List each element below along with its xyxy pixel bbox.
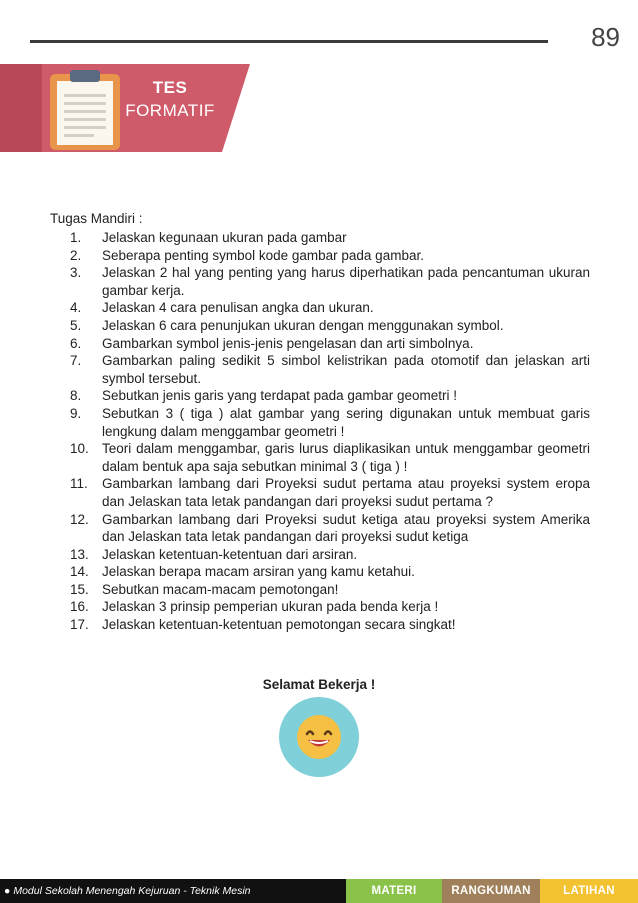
item-number: 3.	[70, 265, 82, 281]
list-item	[70, 352, 590, 387]
item-number: 11.	[70, 476, 88, 492]
banner-subtitle: FORMATIF	[125, 101, 215, 120]
list-item	[70, 598, 590, 616]
item-number: 10.	[70, 441, 89, 457]
item-text: Jelaskan kegunaan ukuran pada gambar	[102, 230, 347, 245]
item-text: Jelaskan ketentuan-ketentuan pemotongan secara singkat!	[102, 617, 456, 633]
item-number: 4.	[70, 300, 82, 316]
item-number: 1.	[70, 230, 82, 245]
list-item	[70, 511, 590, 546]
list-item	[70, 247, 590, 265]
list-item	[70, 475, 590, 510]
item-text: Jelaskan 4 cara penulisan angka dan ukuran.	[102, 300, 374, 316]
list-item	[70, 440, 590, 475]
item-number: 6.	[70, 335, 82, 351]
item-text: Jelaskan 3 prinsip pemperian ukuran pada benda kerja !	[102, 599, 439, 615]
smiley-face-icon	[279, 697, 359, 777]
module-label	[0, 879, 346, 903]
list-item	[70, 264, 590, 299]
item-text: Jelaskan 6 cara penunjukan ukuran dengan menggunakan symbol.	[102, 317, 504, 333]
item-text: Sebutkan 3 ( tiga ) alat gambar yang sering digunakan untuk membuat garis lengkung dalam menggambar geometri !	[102, 405, 590, 439]
page-number: 89	[591, 22, 620, 52]
item-number: 5.	[70, 317, 82, 333]
item-number: 15.	[70, 581, 89, 597]
item-number: 8.	[70, 388, 82, 404]
footer	[0, 879, 638, 903]
list-item	[70, 387, 590, 405]
list-item	[70, 299, 590, 317]
list-item	[70, 335, 590, 353]
closing-text: Selamat Bekerja !	[262, 677, 376, 692]
list-item	[70, 405, 590, 440]
module-text: Modul Sekolah Menengah Kejuruan - Teknik Mesin	[13, 885, 251, 897]
item-text: Gambarkan lambang dari Proyeksi sudut pertama atau proyeksi system eropa dan Jelaskan tata letak pandangan dari proyeksi sudut pertama ?	[102, 476, 590, 509]
item-number: 14.	[70, 564, 89, 580]
item-text: Sebutkan jenis garis yang terdapat pada gambar geometri !	[102, 388, 457, 404]
task-list	[70, 229, 590, 634]
tab-rangkuman[interactable]: RANGKUMAN	[442, 879, 540, 903]
item-number: 17.	[70, 617, 89, 633]
item-text: Gambarkan lambang dari Proyeksi sudut ketiga atau proyeksi system Amerika dan Jelaskan tata letak pandangan dari proyeksi sudut ketiga	[102, 511, 590, 545]
item-number: 16.	[70, 599, 89, 615]
tab-materi[interactable]: MATERI	[346, 879, 442, 903]
list-item	[70, 317, 590, 335]
item-text: Teori dalam menggambar, garis lurus diaplikasikan untuk menggambar geometri dalam bentuk apa saja sebutkan minimal 3 ( tiga ) !	[102, 441, 590, 474]
item-text: Jelaskan ketentuan-ketentuan dari arsiran.	[102, 546, 358, 562]
item-text: Jelaskan berapa macam arsiran yang kamu ketahui.	[102, 564, 415, 580]
item-number: 9.	[70, 405, 82, 421]
list-item	[70, 229, 590, 247]
item-number: 7.	[70, 353, 82, 369]
item-number: 2.	[70, 247, 82, 263]
list-item	[70, 581, 590, 599]
item-text: Gambarkan symbol jenis-jenis pengelasan dan arti simbolnya.	[102, 335, 474, 351]
header-rule	[30, 40, 548, 43]
bullet-icon: ●	[4, 885, 11, 897]
list-item	[70, 616, 590, 634]
item-number: 12.	[70, 511, 89, 527]
item-text: Jelaskan 2 hal yang penting yang harus diperhatikan pada pencantuman ukuran gambar kerja.	[102, 265, 590, 298]
item-text: Gambarkan paling sedikit 5 simbol kelistrikan pada otomotif dan jelaskan arti symbol tersebut.	[102, 353, 590, 386]
item-text: Sebutkan macam-macam pemotongan!	[102, 581, 339, 597]
item-number: 13.	[70, 546, 89, 562]
banner-title: TES	[152, 78, 188, 97]
list-item	[70, 563, 590, 581]
list-item	[70, 546, 590, 564]
tab-latihan[interactable]: LATIHAN	[540, 879, 638, 903]
task-heading: Tugas Mandiri :	[50, 211, 143, 226]
item-text: Seberapa penting symbol kode gambar pada gambar.	[102, 247, 424, 263]
